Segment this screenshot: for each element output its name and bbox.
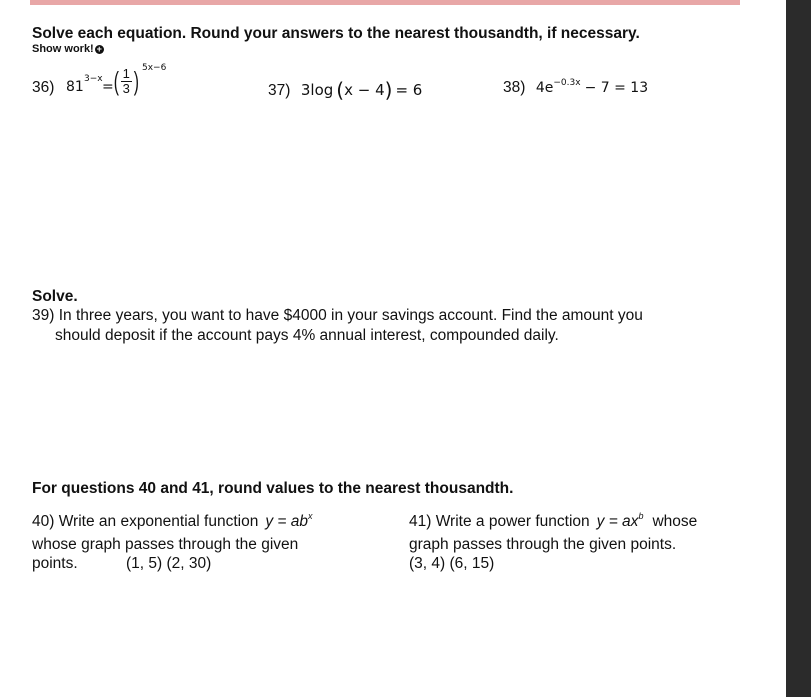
question-40-prompt: 40) Write an exponential function <box>32 513 259 530</box>
question-40-points: (1, 5) (2, 30) <box>126 555 212 572</box>
question-39-line2: should deposit if the account pays 4% annual interest, compounded daily. <box>55 327 559 344</box>
top-banner <box>30 0 740 5</box>
problem-36-base: 81 <box>66 79 84 95</box>
question-41-function: y = ax <box>596 513 639 530</box>
problem-36-number: 36) <box>32 79 55 96</box>
problem-38-coefficient: 4e <box>535 80 554 96</box>
fraction-denominator: 3 <box>122 81 130 96</box>
instructions-title: Solve each equation. Round your answers to the nearest thousandth, if necessary. <box>32 25 640 42</box>
problem-38-number: 38) <box>503 79 526 96</box>
fraction-numerator: 1 <box>122 66 130 81</box>
problem-37-argument: x − 4 <box>344 81 385 99</box>
problem-38 <box>503 78 648 98</box>
section-40-41-heading: For questions 40 and 41, round values to the nearest thousandth. <box>32 480 514 497</box>
problem-36-fraction-group <box>112 66 141 97</box>
problem-36-base-exponent: 3−x <box>84 74 103 84</box>
solve-heading: Solve. <box>32 288 78 305</box>
problem-38-exponent: −0.3x <box>553 78 581 88</box>
question-41-points: (3, 4) (6, 15) <box>409 555 495 572</box>
question-41-line1 <box>409 512 697 533</box>
problem-37-number: 37) <box>268 82 291 99</box>
question-40-function: y = ab <box>265 513 308 530</box>
problem-38-rhs: − 7 = 13 <box>584 80 649 96</box>
question-41-prompt-tail: whose <box>652 513 698 530</box>
question-40-function-exponent: x <box>307 511 313 521</box>
left-paren-glyph: ( <box>113 66 119 96</box>
problem-36-rhs-exponent: 5x−6 <box>142 63 167 73</box>
scrollbar-track[interactable] <box>786 0 811 697</box>
question-41-line2: graph passes through the given points. <box>409 536 677 553</box>
right-paren-glyph: ) <box>384 78 393 102</box>
problem-37-rhs: = 6 <box>395 81 423 99</box>
problem-36-equals: = <box>102 79 114 95</box>
question-39-line1: 39) In three years, you want to have $4000 in your savings account. Find the amount you <box>32 307 643 324</box>
question-41-prompt: 41) Write a power function <box>409 513 590 530</box>
show-work-label: Show work! <box>32 43 94 55</box>
left-paren-glyph: ( <box>336 78 345 102</box>
question-40-line2: whose graph passes through the given <box>32 536 299 553</box>
problem-37-log: 3log <box>300 81 334 99</box>
question-40-line3: points. <box>32 555 78 572</box>
plus-circle-icon: + <box>96 44 102 54</box>
problem-37 <box>268 78 422 102</box>
show-work-note <box>32 43 104 55</box>
question-40-line1 <box>32 512 312 533</box>
right-paren-glyph: ) <box>133 66 139 96</box>
problem-36-fraction <box>121 67 132 96</box>
question-41-function-exponent: b <box>638 511 644 521</box>
